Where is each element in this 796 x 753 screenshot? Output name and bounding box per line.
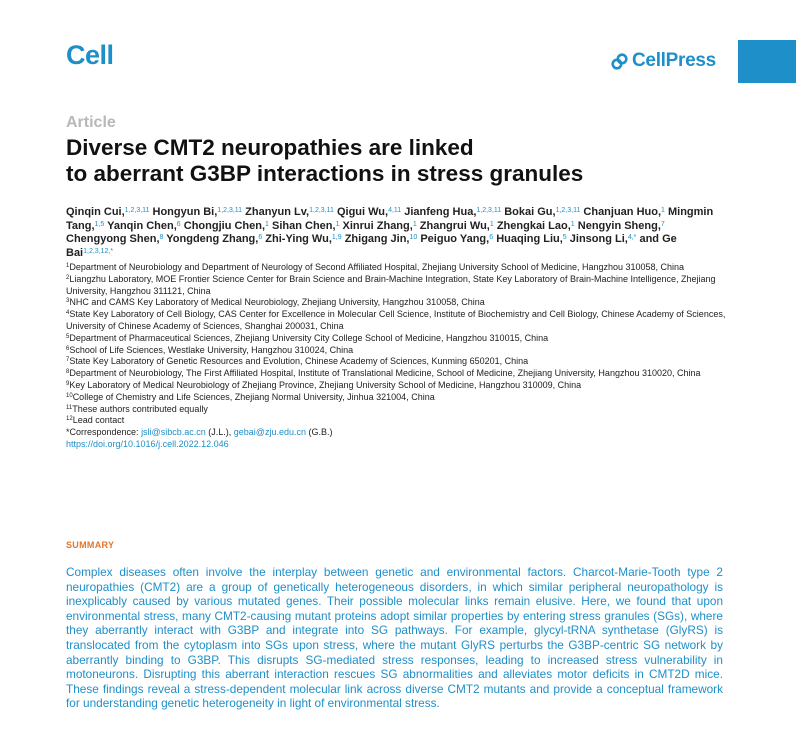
author[interactable] — [337, 206, 401, 218]
author-name: Yongdeng Zhang, — [166, 233, 259, 245]
author-affiliation-marks: 8 — [159, 234, 164, 241]
affiliation-text: Department of Pharmaceutical Sciences, Zhejiang University City College School of Medicine, Hangzhou 310015, China — [69, 332, 549, 343]
author-affiliation-marks: 1,2,3,11 — [476, 207, 502, 214]
affiliation-number: 1 — [66, 263, 70, 269]
doi-link[interactable]: https://doi.org/10.1016/j.cell.2022.12.046 — [66, 438, 229, 449]
author-affiliation-marks: 1 — [412, 220, 417, 228]
author[interactable] — [272, 220, 339, 232]
affiliation — [66, 297, 726, 309]
affiliation-text: State Key Laboratory of Cell Biology, CAS Center for Excellence in Molecular Cell Science, Institute of Biochemistry and Cell Biology, Chinese Academy of Sciences, University of Chinese Academy of Sciences, Shanghai 200031, China — [66, 309, 726, 331]
email-link[interactable]: gebai@zju.edu.cn — [233, 427, 306, 438]
correspondence-label: *Correspondence: — [66, 427, 139, 438]
author-affiliation-marks: 1,2,3,12,* — [83, 247, 114, 255]
author-affiliation-marks: 1,2,3,11 — [217, 207, 243, 214]
affiliation-text: School of Life Sciences, Westlake University, Hangzhou 310024, China — [69, 344, 354, 355]
author-name: Zhanyun Lv, — [245, 206, 310, 218]
header-accent-block — [738, 40, 796, 83]
affiliation — [66, 392, 726, 404]
affiliation-number: 8 — [66, 369, 70, 376]
affiliation-number: 12 — [66, 416, 73, 423]
author-affiliation-marks: 1,9 — [331, 234, 342, 241]
author-name: Chanjuan Huo, — [583, 206, 662, 218]
author-affiliation-marks: 1 — [661, 207, 665, 214]
affiliation-number: 10 — [66, 392, 73, 399]
author-list — [66, 206, 726, 260]
affiliation — [66, 356, 726, 368]
affiliation-text: These authors contributed equally — [72, 403, 208, 414]
author-affiliation-marks: 1,2,3,11 — [124, 207, 150, 214]
author-name: Zhangrui Wu, — [419, 219, 490, 232]
author[interactable] — [66, 233, 163, 245]
author-affiliation-marks: 6 — [489, 234, 494, 241]
author-affiliation-marks: 1 — [265, 220, 269, 228]
affiliation-number: 4 — [66, 310, 70, 317]
affiliation — [66, 262, 726, 274]
author-name: Jianfeng Hua, — [404, 206, 477, 218]
title-line: Diverse CMT2 neuropathies are linked — [66, 135, 474, 160]
author-affiliation-marks: 1 — [570, 220, 575, 228]
author-name: Zhengkai Lao, — [496, 219, 571, 232]
affiliation — [66, 380, 726, 392]
author[interactable] — [578, 220, 665, 232]
author[interactable] — [107, 220, 181, 232]
author[interactable] — [496, 233, 567, 245]
affiliation — [66, 345, 726, 357]
affiliation — [66, 404, 726, 416]
correspondence-initials: (J.L.), — [208, 427, 232, 438]
affiliation-number: 3 — [66, 298, 70, 305]
author-affiliation-marks: 10 — [409, 234, 418, 241]
author-name: Chengyong Shen, — [66, 233, 160, 245]
author[interactable] — [265, 233, 341, 245]
author-name: Hongyun Bi, — [152, 206, 218, 218]
affiliation-number: 6 — [66, 345, 70, 352]
author[interactable] — [583, 206, 665, 218]
affiliation-text: Liangzhu Laboratory, MOE Frontier Science Center for Brain Science and Brain-Machine Integration, State Key Laboratory of Brain-Machine Intelligence, Zhejiang University, Hangzhou 311121, China — [66, 273, 716, 296]
author[interactable] — [420, 220, 494, 232]
affiliation-number: 5 — [66, 333, 70, 340]
affiliation-text: Department of Neurobiology, The First Affiliated Hospital, Institute of Translational Medicine, School of Medicine, Zhejiang University, Hangzhou 310020, China — [69, 368, 701, 379]
author[interactable] — [66, 206, 149, 218]
author[interactable] — [345, 233, 418, 245]
affiliation-text: Key Laboratory of Medical Neurobiology of Zhejiang Province, Zhejiang University School of Medicine, Hangzhou 310009, China — [69, 379, 582, 390]
author-name: Yanqin Chen, — [107, 219, 177, 232]
title-line: to aberrant G3BP interactions in stress granules — [66, 161, 584, 186]
publisher-name: CellPress — [632, 50, 716, 71]
correspondence-initials: (G.B.) — [308, 427, 333, 438]
author-name: Zhi-Ying Wu, — [265, 233, 332, 245]
author-affiliation-marks: 7 — [660, 220, 665, 228]
author-affiliation-marks: 1,2,3,11 — [555, 207, 581, 214]
author-name: Qigui Wu, — [336, 206, 389, 218]
email-link[interactable]: jsli@sibcb.ac.cn — [141, 427, 206, 438]
affiliation-text: College of Chemistry and Life Sciences, Zhejiang Normal University, Jinhua 321004, China — [72, 391, 435, 402]
publisher-logo[interactable] — [611, 50, 716, 72]
author-name: Chongjiu Chen, — [183, 219, 266, 232]
author-name: Qinqin Cui, — [66, 206, 125, 218]
author-name: and Ge Bai — [66, 233, 677, 259]
affiliation-number: 9 — [66, 380, 70, 387]
affiliation-number: 11 — [66, 404, 73, 411]
author[interactable] — [184, 220, 269, 232]
affiliation — [66, 274, 726, 298]
author[interactable] — [166, 233, 262, 245]
author-affiliation-marks: 5 — [562, 234, 567, 241]
author-affiliation-marks: 1 — [335, 220, 340, 228]
author-affiliation-marks: 1,5 — [94, 220, 105, 228]
author-name: Jinsong Li, — [569, 233, 628, 245]
article-type: Article — [66, 114, 116, 131]
affiliation — [66, 368, 726, 380]
author[interactable] — [497, 220, 575, 232]
journal-logo[interactable]: Cell — [66, 40, 114, 70]
author-name: Mingmin Tang, — [66, 206, 714, 232]
author[interactable] — [153, 206, 243, 218]
author-name: Nengyin Sheng, — [577, 219, 661, 232]
author[interactable] — [343, 220, 417, 232]
article-title — [66, 135, 706, 187]
author-affiliation-marks: 6 — [258, 234, 263, 241]
affiliation-text: Department of Neurobiology and Department of Neurology of Second Affiliated Hospital, Zhejiang University School of Medicine, Hangzhou 310058, China — [69, 262, 685, 272]
affiliation — [66, 415, 726, 427]
affiliation-number: 7 — [66, 357, 70, 364]
author[interactable] — [245, 206, 334, 218]
author-affiliation-marks: 1,2,3,11 — [309, 207, 334, 214]
author-affiliation-marks: 1 — [489, 220, 494, 228]
author-name: Xinrui Zhang, — [342, 219, 413, 232]
author[interactable] — [420, 233, 493, 245]
affiliation-text: NHC and CAMS Key Laboratory of Medical Neurobiology, Zhejiang University, Hangzhou 310058, China — [69, 297, 485, 308]
author-name: Peiguo Yang, — [420, 233, 490, 245]
affiliation-number: 2 — [66, 274, 70, 281]
affiliation-list — [66, 262, 726, 451]
cellpress-icon — [611, 53, 628, 70]
author-affiliation-marks: 4,11 — [388, 207, 402, 214]
summary-heading: SUMMARY — [66, 540, 115, 550]
author-name: Bokai Gu, — [504, 206, 556, 218]
correspondence — [66, 427, 726, 439]
author-affiliation-marks: 6 — [176, 220, 181, 228]
summary-text: Complex diseases often involve the interplay between genetic and environmental factors. Charcot-Marie-Tooth type 2 neuropathies (CMT2) are a group of genetically heterogeneous disorders, in which similar peripheral neuropathology is inexplicably caused by various mutated genes. Their possible molecular links remain elusive. Here, we found that upon environmental stress, many CMT2-causing mutant proteins adopt similar properties by entering stress granules (SGs), where they aberrantly interact with G3BP and integrate into SG pathways. For example, glycyl-tRNA synthetase (GlyRS) is translocated from the cytoplasm into SGs upon stress, where the mutant GlyRS perturbs the G3BP-centric SG network by aberrantly binding to G3BP. This disrupts SG-mediated stress responses, leading to increased stress vulnerability in motoneurons. Disrupting this aberrant interaction rescues SG abnormalities and alleviates motor deficits in CMT2D mice. These findings reveal a stress-dependent molecular link across diverse CMT2 mutants and provide a conceptual framework for understanding genetic heterogeneity in light of environmental stress. — [66, 565, 723, 711]
affiliation-text: Lead contact — [72, 415, 125, 426]
affiliation-text: State Key Laboratory of Genetic Resources and Evolution, Chinese Academy of Sciences, Kunming 650201, China — [69, 356, 529, 367]
author[interactable] — [570, 233, 637, 245]
affiliation — [66, 309, 726, 333]
author-name: Huaqing Liu, — [496, 233, 563, 245]
affiliation — [66, 333, 726, 345]
author-name: Zhigang Jin, — [344, 233, 410, 245]
author[interactable] — [404, 206, 501, 218]
author-affiliation-marks: 4,* — [627, 234, 637, 241]
author-name: Sihan Chen, — [272, 219, 336, 232]
author[interactable] — [504, 206, 580, 218]
